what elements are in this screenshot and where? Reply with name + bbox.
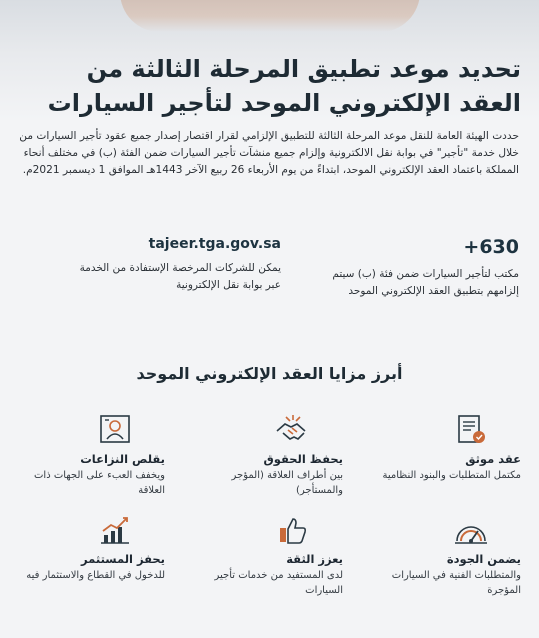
features-title: أبرز مزايا العقد الإلكتروني الموحد [136, 364, 403, 383]
document-stamp-icon [451, 412, 491, 448]
feature-title: يحفز المستثمر [81, 552, 165, 566]
feature-text: لدى المستفيد من خدمات تأجير السيارات [214, 570, 343, 596]
hand-image [120, 0, 420, 32]
website-link[interactable]: tajeer.tga.gov.sa [148, 236, 281, 252]
growth-chart-icon [95, 512, 135, 548]
feature-reduces-disputes [15, 412, 165, 498]
feature-text: ويخفف العبء على الجهات ذات العلاقة [34, 470, 165, 496]
feature-ensures-quality [371, 512, 521, 598]
feature-title: يحفظ الحقوق [263, 452, 343, 466]
offices-count: +630 [463, 236, 519, 258]
title-line-1: تحديد موعد تطبيق المرحلة الثالثة من [86, 55, 521, 83]
feature-text: والمتطلبات الفنية في السيارات المؤجرة [391, 570, 521, 596]
website-stat [71, 236, 281, 294]
feature-preserves-rights [193, 412, 343, 498]
feature-title: يضمن الجودة [446, 552, 521, 566]
feature-text: مكتمل المتطلبات والبنود النظامية [382, 470, 521, 481]
feature-title: يقلص النزاعات [80, 452, 165, 466]
offices-description: مكتب لتأجير السيارات ضمن فئة (ب) سيتم إلزامهم بتطبيق العقد الإلكتروني الموحد [332, 268, 519, 297]
feature-documented-contract [371, 412, 521, 483]
thumbs-up-icon [273, 512, 313, 548]
title-line-2: العقد الإلكتروني الموحد لتأجير السيارات [47, 89, 521, 117]
feature-motivates-investor [15, 512, 165, 583]
feature-builds-trust [193, 512, 343, 598]
quality-gauge-icon [451, 512, 491, 548]
handshake-icon [273, 412, 313, 448]
offices-stat [309, 236, 519, 300]
website-description: يمكن للشركات المرخصة الإستفادة من الخدمة عبر بوابة نقل الإلكترونية [79, 262, 281, 291]
feature-title: يعزز الثقة [286, 552, 343, 566]
feature-title: عقد موثق [465, 452, 521, 466]
mediation-icon [95, 412, 135, 448]
feature-text: بين أطراف العلاقة (المؤجر والمستأجر) [231, 470, 343, 496]
page-title [18, 52, 521, 120]
intro-paragraph: حددت الهيئة العامة للنقل موعد المرحلة الثالثة للتطبيق الإلزامي لقرار اقتصار إصدار جميع عقود تأجير السيارات من خلال خدمة "تأجير" في بوابة نقل الالكترونية وإلزام جميع منشآت تأجير السيارات ضمن الفئة (ب) في مختلف أنحاء المملكة باعتماد العقد الإلكتروني الموحد، ابتداءً من يوم الأربعاء 26 ربيع الآخر 1443هـ الموافق 1 ديسمبر 2021م. [19, 130, 519, 176]
feature-text: للدخول في القطاع والاستثمار فيه [26, 570, 165, 581]
